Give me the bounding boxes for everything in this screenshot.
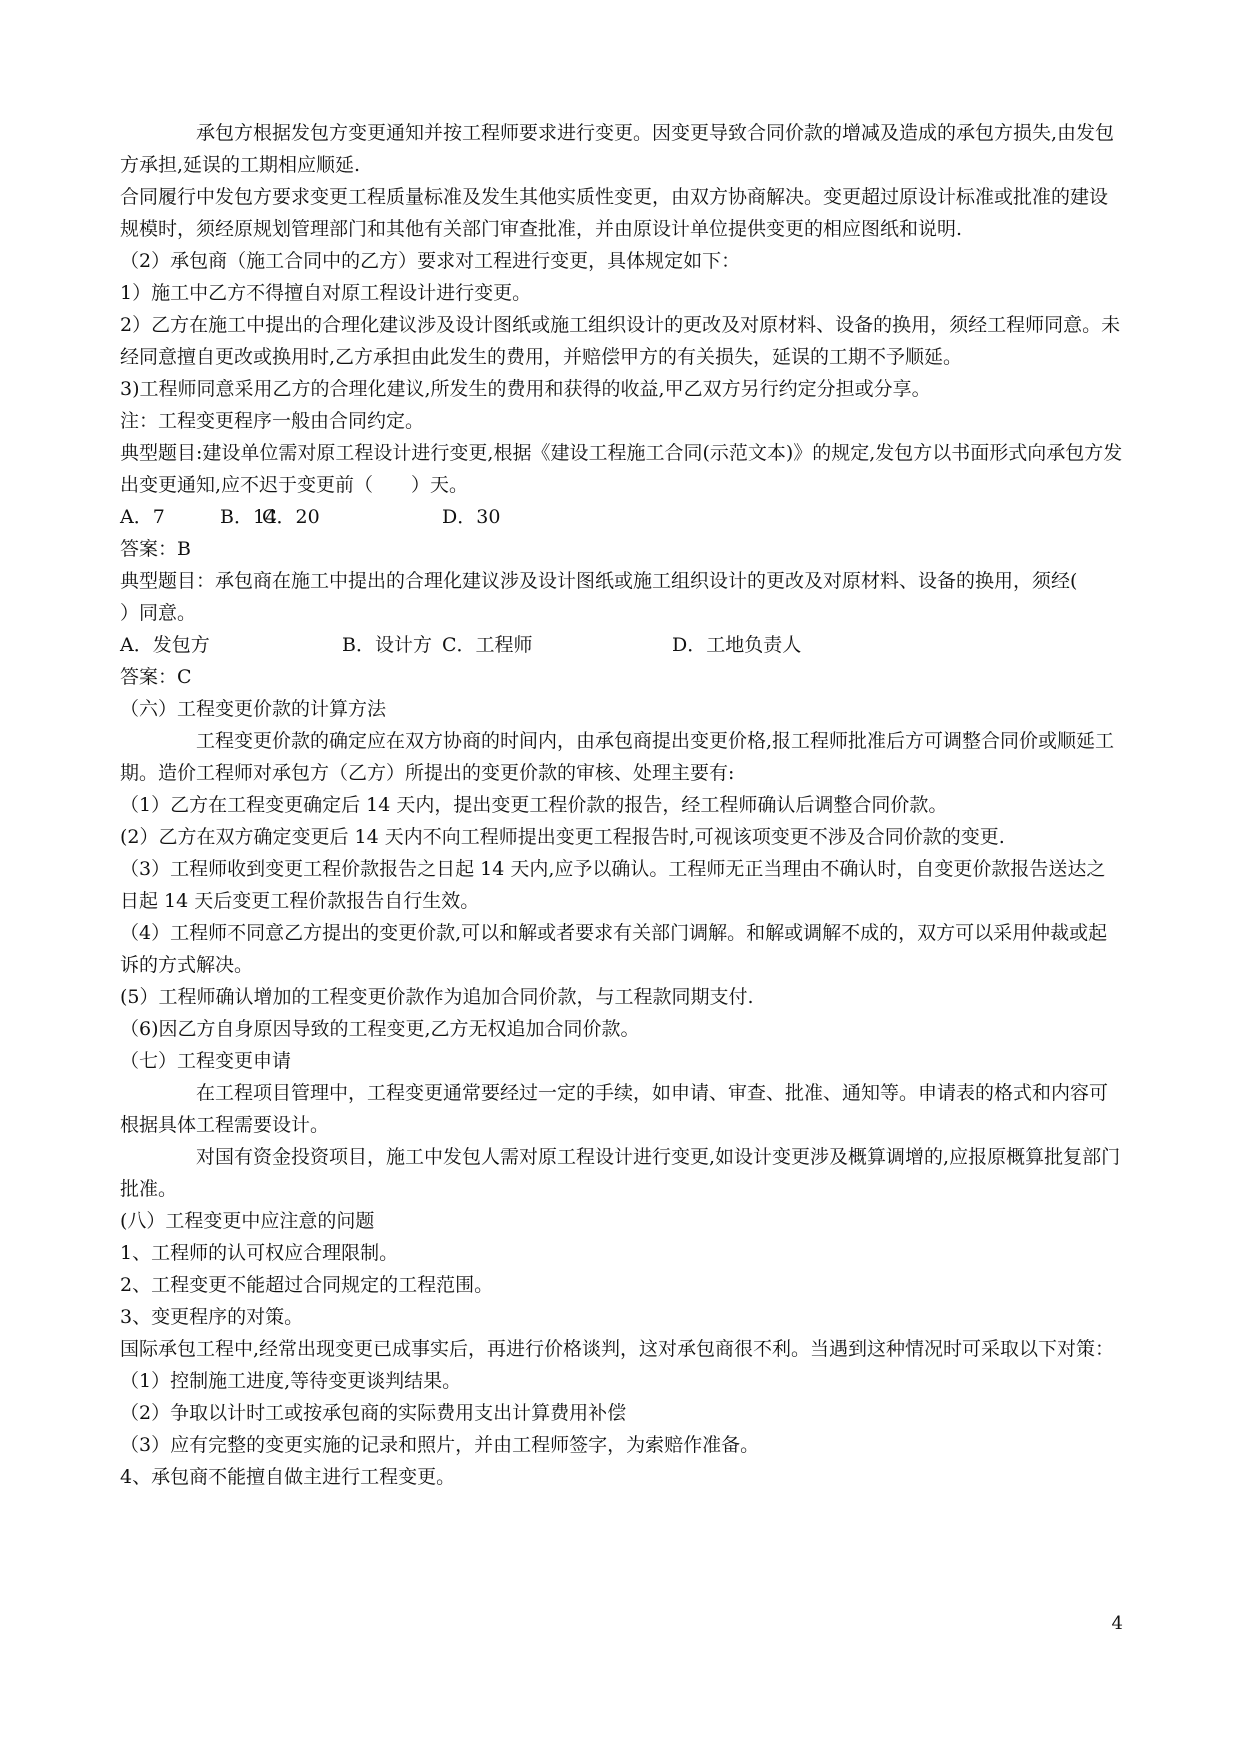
- note: 注：工程变更程序一般由合同约定。: [120, 410, 425, 432]
- answer-1: 答案：B: [120, 538, 191, 560]
- question-1: 典型题目:建设单位需对原工程设计进行变更,根据《建设工程施工合同(示范文本)》的规定,发包方以书面形式向承包方发出变更通知,应不迟于变更前（ ）天。: [120, 442, 1123, 496]
- paragraph: （2）承包商（施工合同中的乙方）要求对工程进行变更，具体规定如下：: [120, 250, 741, 272]
- page-number: 4: [1111, 1613, 1123, 1634]
- section-heading: (八）工程变更中应注意的问题: [120, 1210, 375, 1232]
- answer-2: 答案：C: [120, 666, 192, 688]
- option-d: D．工地负责人: [672, 634, 802, 656]
- document-body: [120, 117, 1123, 1493]
- paragraph: 国际承包工程中,经常出现变更已成事实后，再进行价格谈判，这对承包商很不利。当遇到这种情况时可采取以下对策：: [120, 1338, 1115, 1360]
- question-2: 典型题目：承包商在施工中提出的合理化建议涉及设计图纸或施工组织设计的更改及对原材料、设备的换用，须经( ）同意。: [120, 570, 1116, 624]
- list-item: 1、工程师的认可权应合理限制。: [120, 1242, 399, 1264]
- list-item: （3）应有完整的变更实施的记录和照片，并由工程师签字，为索赔作准备。: [120, 1434, 760, 1456]
- option-c: C．工程师: [442, 634, 533, 656]
- paragraph: 工程变更价款的确定应在双方协商的时间内，由承包商提出变更价格,报工程师批准后方可调整合同价或顺延工期。造价工程师对承包方（乙方）所提出的变更价款的审核、处理主要有:: [120, 730, 1115, 784]
- paragraph: 承包方根据发包方变更通知并按工程师要求进行变更。因变更导致合同价款的增减及造成的承包方损失,由发包方承担,延误的工期相应顺延.: [120, 122, 1115, 176]
- list-item: （6)因乙方自身原因导致的工程变更,乙方无权追加合同价款。: [120, 1018, 640, 1040]
- list-item: (5）工程师确认增加的工程变更价款作为追加合同价款，与工程款同期支付.: [120, 986, 754, 1008]
- list-item: (2）乙方在双方确定变更后 14 天内不向工程师提出变更工程报告时,可视该项变更不涉及合同价款的变更.: [120, 826, 1005, 848]
- list-item: （2）争取以计时工或按承包商的实际费用支出计算费用补偿: [120, 1402, 627, 1424]
- paragraph: 对国有资金投资项目，施工中发包人需对原工程设计进行变更,如设计变更涉及概算调增的,应报原概算批复部门批准。: [120, 1146, 1121, 1200]
- list-item: 2、工程变更不能超过合同规定的工程范围。: [120, 1274, 494, 1296]
- list-item: （1）控制施工进度,等待变更谈判结果。: [120, 1370, 462, 1392]
- question-2-options: [120, 629, 1123, 661]
- option-a: A．7: [120, 506, 165, 528]
- option-b: B．设计方: [342, 634, 432, 656]
- option-b: B．14: [220, 506, 278, 528]
- question-1-options: [120, 501, 1123, 533]
- list-item: 4、承包商不能擅自做主进行工程变更。: [120, 1466, 456, 1488]
- option-a: A．发包方: [120, 634, 210, 656]
- list-item: （4）工程师不同意乙方提出的变更价款,可以和解或者要求有关部门调解。和解或调解不成的，双方可以采用仲裁或起诉的方式解决。: [120, 922, 1108, 976]
- option-d: D．30: [442, 506, 501, 528]
- list-item: （3）工程师收到变更工程价款报告之日起 14 天内,应予以确认。工程师无正当理由不确认时，自变更价款报告送达之日起 14 天后变更工程价款报告自行生效。: [120, 858, 1106, 912]
- paragraph: 3)工程师同意采用乙方的合理化建议,所发生的费用和获得的收益,甲乙双方另行约定分担或分享。: [120, 378, 931, 400]
- list-item: 3、变更程序的对策。: [120, 1306, 304, 1328]
- section-heading: （七）工程变更申请: [120, 1050, 292, 1072]
- paragraph: 合同履行中发包方要求变更工程质量标准及发生其他实质性变更，由双方协商解决。变更超过原设计标准或批准的建设规模时，须经原规划管理部门和其他有关部门审查批准，并由原设计单位提供变更的相应图纸和说明.: [120, 186, 1109, 240]
- option-c: C．20: [262, 506, 320, 528]
- paragraph: 在工程项目管理中，工程变更通常要经过一定的手续，如申请、审查、批准、通知等。申请表的格式和内容可根据具体工程需要设计。: [120, 1082, 1109, 1136]
- list-item: （1）乙方在工程变更确定后 14 天内，提出变更工程价款的报告，经工程师确认后调整合同价款。: [120, 794, 948, 816]
- paragraph: 1）施工中乙方不得擅自对原工程设计进行变更。: [120, 282, 532, 304]
- section-heading: （六）工程变更价款的计算方法: [120, 698, 387, 720]
- paragraph: 2）乙方在施工中提出的合理化建议涉及设计图纸或施工组织设计的更改及对原材料、设备的换用，须经工程师同意。未经同意擅自更改或换用时,乙方承担由此发生的费用，并赔偿甲方的有关损失，延误的工期不予顺延。: [120, 314, 1121, 368]
